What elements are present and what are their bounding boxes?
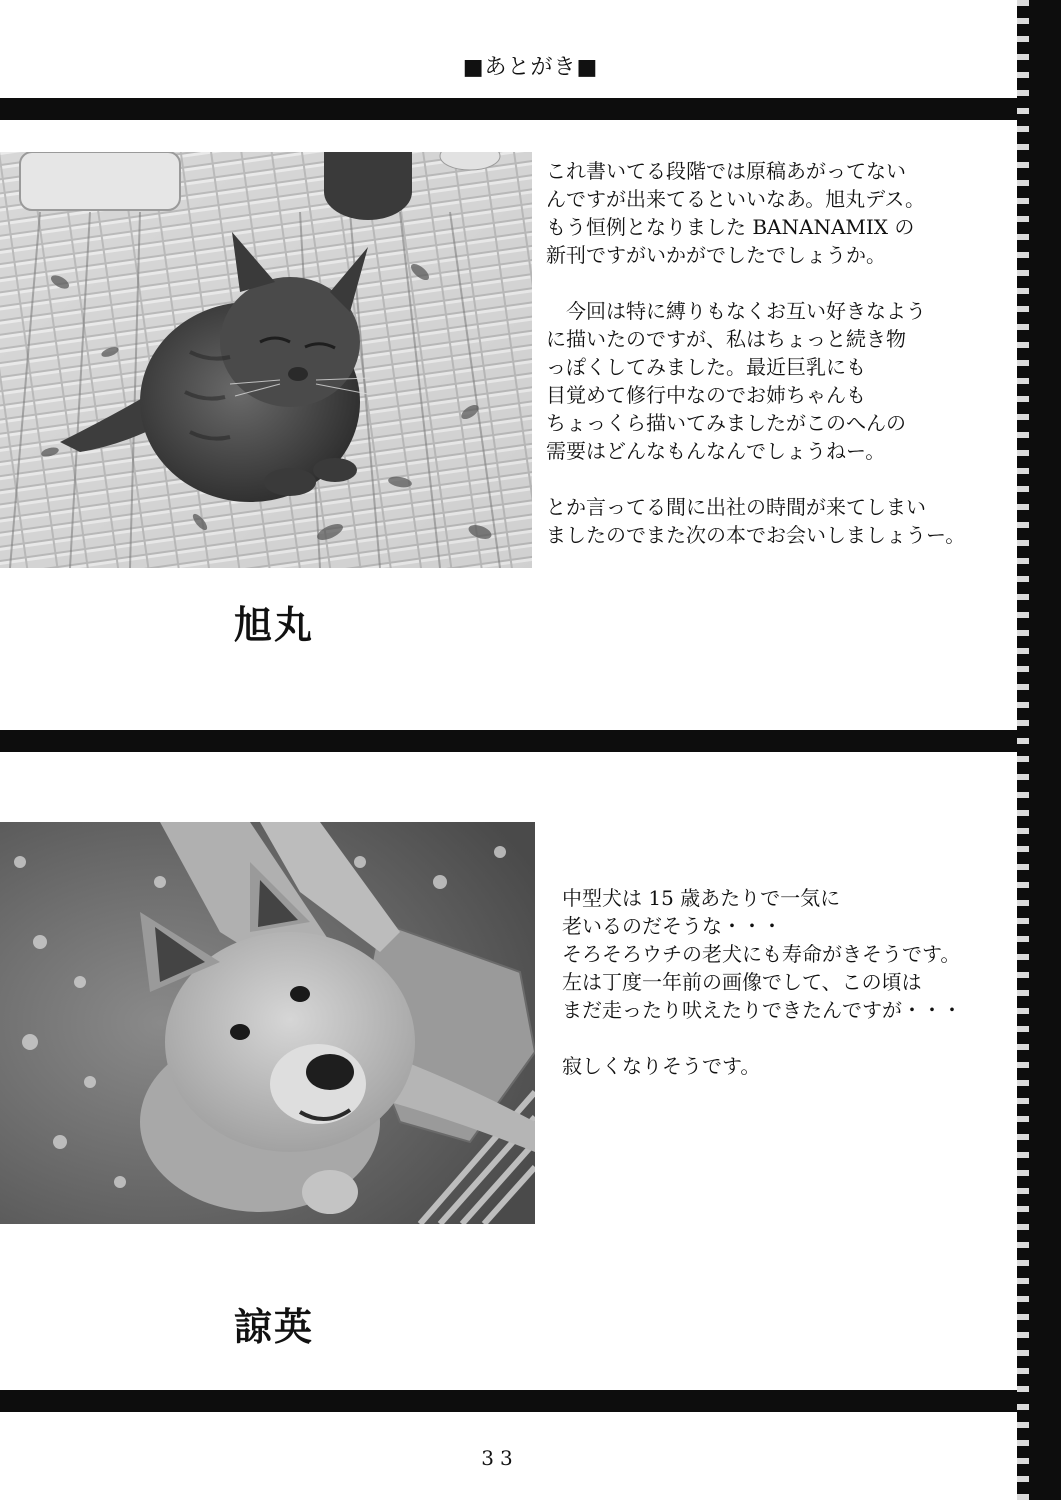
paragraph-line: 左は丁度一年前の画像でして、この頃は (562, 970, 922, 994)
right-page-edge (1017, 0, 1061, 1500)
paragraph-line: まだ走ったり吠えたりできたんですが・・・ (562, 998, 962, 1022)
cat-photo (0, 152, 532, 568)
paragraph-line: 老いるのだそうな・・・ (562, 914, 782, 938)
paragraph-line: に描いたのですが、私はちょっと続き物 (546, 327, 906, 351)
paragraph-line: っぽくしてみました。最近巨乳にも (546, 355, 866, 379)
paragraph-line: もう恒例となりました BANANAMIX の (546, 215, 915, 239)
edge-notches (1017, 0, 1029, 1500)
paragraph-line: とか言ってる間に出社の時間が来てしまい (546, 495, 926, 519)
paragraph-line: これ書いてる段階では原稿あがってない (546, 159, 906, 183)
paragraph-line: そろそろウチの老犬にも寿命がきそうです。 (562, 942, 961, 966)
dog-photo-icon (0, 822, 535, 1224)
page-title: ■あとがき■ (462, 55, 599, 80)
cat-photo-icon (0, 152, 532, 568)
paragraph-line: ましたのでまた次の本でお会いしましょうー。 (546, 523, 966, 547)
paragraph-line: 新刊ですがいかがでしたでしょうか。 (546, 243, 886, 267)
bottom-divider-bar (0, 1390, 1018, 1412)
signature-ryoei: 諒英 (234, 1304, 315, 1349)
afterword-text-asahimaru (546, 157, 965, 549)
page-number: 33 (481, 1446, 519, 1470)
paragraph-line: 中型犬は 15 歳あたりで一気に (562, 886, 841, 910)
paragraph-line: 寂しくなりそうです。 (562, 1054, 761, 1078)
signature-asahimaru: 旭丸 (234, 602, 315, 647)
dog-photo (0, 822, 535, 1224)
middle-divider-bar (0, 730, 1018, 752)
paragraph-line: んですが出来てるといいなあ。旭丸デス。 (546, 187, 925, 211)
top-divider-bar (0, 98, 1018, 120)
paragraph-line: ちょっくら描いてみましたがこのへんの (546, 411, 906, 435)
paragraph-line: 目覚めて修行中なのでお姉ちゃんも (546, 383, 866, 407)
paragraph-line: 今回は特に縛りもなくお互い好きなよう (546, 299, 926, 323)
afterword-text-ryoei (562, 884, 962, 1080)
paragraph-line: 需要はどんなもんなんでしょうねー。 (546, 439, 886, 463)
